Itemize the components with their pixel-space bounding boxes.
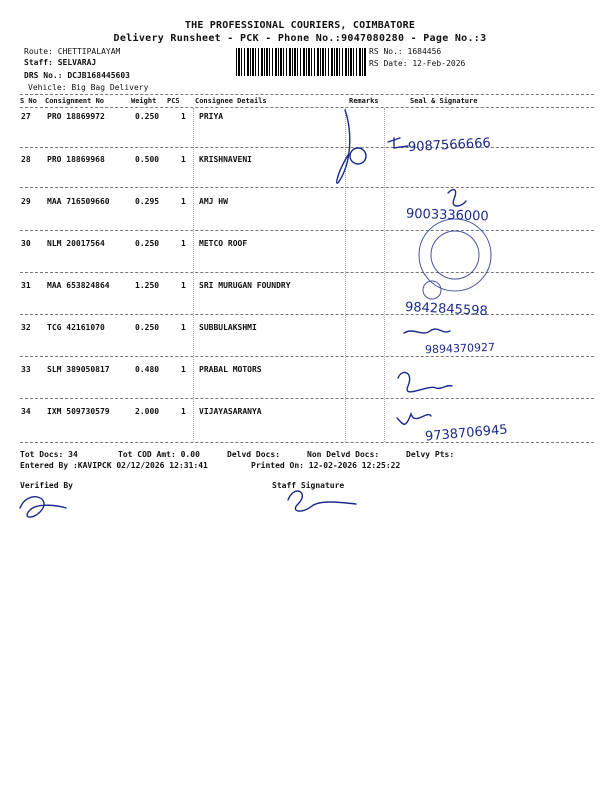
row-pcs: 1 bbox=[181, 112, 186, 121]
tot-cod-amt: Tot COD Amt: 0.00 bbox=[118, 450, 200, 459]
row-sno: 31 bbox=[21, 281, 31, 290]
row-consignee: SRI MURUGAN FOUNDRY bbox=[199, 281, 291, 290]
row-consignment: NLM 20017564 bbox=[47, 239, 105, 248]
vehicle: Vehicle: Big Bag Delivery bbox=[28, 83, 149, 92]
row-pcs: 1 bbox=[181, 155, 186, 164]
row-sno: 28 bbox=[21, 155, 31, 164]
row-consignee: PRIYA bbox=[199, 112, 224, 121]
handwritten-phone-34: 9738706945 bbox=[424, 422, 509, 445]
non-delvd-docs: Non Delvd Docs: bbox=[307, 450, 380, 459]
remarks-circle-mark bbox=[350, 148, 366, 164]
rs-date: RS Date: 12-Feb-2026 bbox=[369, 59, 466, 68]
signature-mark-32 bbox=[404, 329, 450, 333]
row-pcs: 1 bbox=[181, 281, 186, 290]
row-sno: 33 bbox=[21, 365, 31, 374]
delvd-docs: Delvd Docs: bbox=[227, 450, 280, 459]
remarks-squiggle-mark bbox=[337, 110, 350, 183]
entered-by: Entered By :KAVIPCK 02/12/2026 12:31:41 bbox=[20, 461, 208, 470]
printed-on: Printed On: 12-02-2026 12:25:22 bbox=[251, 461, 401, 470]
staff: Staff: SELVARAJ bbox=[24, 58, 97, 67]
runsheet-title: Delivery Runsheet - PCK - Phone No.:9047080280 - Page No.:3 bbox=[113, 33, 487, 44]
row-consignee: AMJ HW bbox=[199, 197, 228, 206]
row-consignee: VIJAYASARANYA bbox=[199, 407, 262, 416]
signature-mark-29 bbox=[448, 190, 466, 206]
row-weight: 0.500 bbox=[135, 155, 160, 164]
row-sno: 27 bbox=[21, 112, 31, 121]
row-consignee: PRABAL MOTORS bbox=[199, 365, 262, 374]
row-consignee: SUBBULAKSHMI bbox=[199, 323, 257, 332]
delvy-pts: Delvy Pts: bbox=[406, 450, 455, 459]
row-weight: 0.250 bbox=[135, 239, 160, 248]
staff-signature-mark bbox=[288, 491, 356, 511]
rs-number: RS No.: 1684456 bbox=[369, 47, 442, 56]
tot-docs: Tot Docs: 34 bbox=[20, 450, 78, 459]
route: Route: CHETTIPALAYAM bbox=[24, 47, 121, 56]
row-consignment: PRO 18869972 bbox=[47, 112, 105, 121]
row-weight: 2.000 bbox=[135, 407, 160, 416]
col-pcs: PCS bbox=[167, 97, 180, 105]
row-weight: 0.250 bbox=[135, 112, 160, 121]
row-consignee: KRISHNAVENI bbox=[199, 155, 252, 164]
row-weight: 0.250 bbox=[135, 323, 160, 332]
row-sno: 30 bbox=[21, 239, 31, 248]
row-sno: 32 bbox=[21, 323, 31, 332]
row-consignment: PRO 18869968 bbox=[47, 155, 105, 164]
row-weight: 0.295 bbox=[135, 197, 160, 206]
col-consignee: Consignee Details bbox=[195, 97, 267, 105]
signature-mark-28 bbox=[388, 138, 408, 148]
row-pcs: 1 bbox=[181, 365, 186, 374]
company-name: THE PROFESSIONAL COURIERS, COIMBATORE bbox=[184, 20, 416, 31]
row-weight: 1.250 bbox=[135, 281, 160, 290]
handwritten-phone-28: 9087566666 bbox=[407, 135, 492, 156]
row-sno: 34 bbox=[21, 407, 31, 416]
row-consignment: TCG 42161070 bbox=[47, 323, 105, 332]
signature-mark-34 bbox=[397, 414, 431, 424]
col-weight: Weight bbox=[131, 97, 157, 105]
signature-mark-33 bbox=[398, 372, 452, 391]
company-stamp bbox=[419, 219, 491, 299]
row-pcs: 1 bbox=[181, 197, 186, 206]
handwritten-phone-29: 9003336000 bbox=[405, 206, 489, 225]
row-consignee: METCO ROOF bbox=[199, 239, 248, 248]
row-consignment: MAA 653824864 bbox=[47, 281, 110, 290]
verified-signature bbox=[20, 497, 66, 517]
col-remarks: Remarks bbox=[349, 97, 379, 105]
handwritten-phone-32: 9894370927 bbox=[424, 340, 496, 357]
row-pcs: 1 bbox=[181, 239, 186, 248]
verified-by-label: Verified By bbox=[20, 481, 73, 490]
col-sno: S No bbox=[20, 97, 37, 105]
col-seal: Seal & Signature bbox=[410, 97, 478, 105]
staff-signature-label: Staff Signature bbox=[272, 481, 345, 490]
row-weight: 0.480 bbox=[135, 365, 160, 374]
row-consignment: SLM 389050817 bbox=[47, 365, 110, 374]
handwritten-phone-31: 9842845598 bbox=[404, 299, 489, 320]
col-consignment: Consignment No bbox=[45, 97, 105, 105]
row-pcs: 1 bbox=[181, 407, 186, 416]
row-pcs: 1 bbox=[181, 323, 186, 332]
row-sno: 29 bbox=[21, 197, 31, 206]
drs-number: DRS No.: DCJB168445603 bbox=[24, 71, 130, 80]
row-consignment: MAA 716509660 bbox=[47, 197, 110, 206]
row-consignment: IXM 509730579 bbox=[47, 407, 110, 416]
